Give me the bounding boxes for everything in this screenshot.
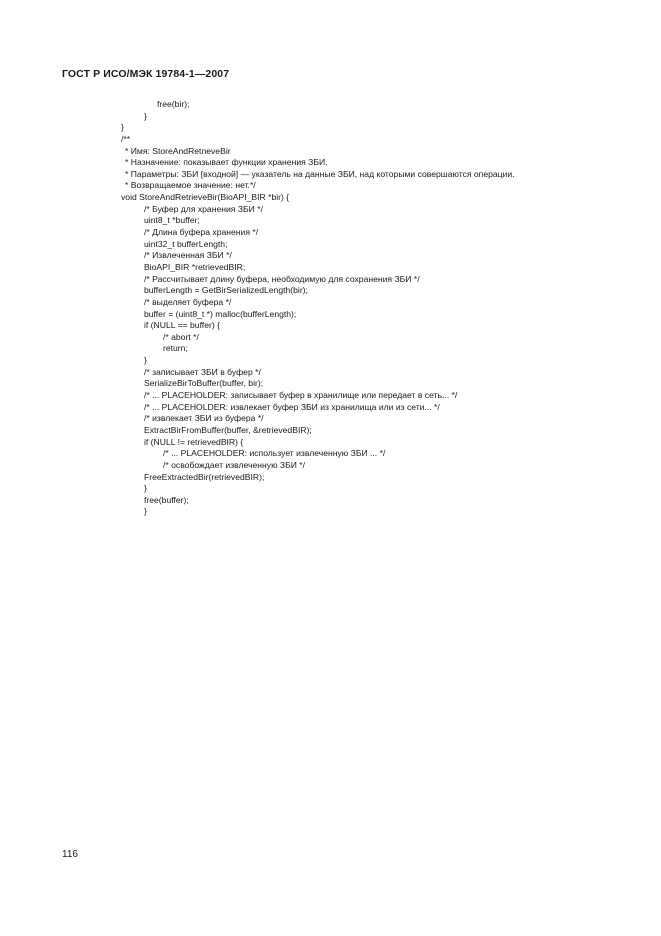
code-line: bufferLength = GetBirSerializedLength(bir); (144, 285, 308, 296)
code-line: /* Рассчитывает длину буфера, необходимую для сохранения ЗБИ */ (144, 273, 420, 284)
document-header: ГОСТ Р ИСО/МЭК 19784-1—2007 (62, 68, 230, 80)
code-line: /* выделяет буфера */ (144, 296, 232, 307)
code-line: } (144, 110, 147, 121)
code-line: if (NULL == buffer) { (144, 320, 220, 331)
code-line: /* ... PLACEHOLDER: извлекает буфер ЗБИ из хранилища или из сети... */ (144, 401, 440, 412)
code-line: return; (163, 343, 188, 354)
code-line: /* извлекает ЗБИ из буфера */ (144, 413, 264, 424)
code-line: } (144, 506, 147, 517)
code-listing (121, 99, 621, 518)
page-number: 116 (62, 849, 78, 860)
code-line: /** (121, 133, 131, 144)
code-line: /* abort */ (163, 331, 199, 342)
code-line: uint8_t *buffer; (144, 215, 200, 226)
code-line: /* Длина буфера хранения */ (144, 227, 259, 238)
code-line: buffer = (uint8_t *) malloc(bufferLength); (144, 308, 297, 319)
code-line: if (NULL != retrievedBIR) { (144, 436, 244, 447)
code-line: uint32_t bufferLength; (144, 238, 228, 249)
code-line: } (144, 355, 147, 366)
code-line: * Назначение: показывает функции хранения ЗБИ. (125, 157, 328, 168)
code-line: BioAPI_BIR *retrievedBIR; (144, 261, 246, 272)
code-line: /* ... PLACEHOLDER: записывает буфер в хранилище или передает в сеть... */ (144, 390, 458, 401)
code-line: /* освобождает извлеченную ЗБИ */ (163, 459, 306, 470)
code-line: * Параметры: ЗБИ [входной] — указатель на данные ЗБИ, над которыми совершаются операции. (125, 168, 515, 179)
code-line: } (144, 483, 147, 494)
code-line: } (121, 122, 124, 133)
code-line: /* записывает ЗБИ в буфер */ (144, 366, 261, 377)
code-line: void StoreAndRetrieveBir(BioAPI_BIR *bir) { (121, 192, 290, 203)
code-line: SerializeBirToBuffer(buffer, bir); (144, 378, 264, 389)
code-line: * Возвращаемое значение: нет.*/ (125, 180, 256, 191)
code-line: free(buffer); (144, 494, 189, 505)
code-line: FreeExtractedBir(retrievedBIR); (144, 471, 265, 482)
code-line: * Имя: StoreAndRetneveBir (125, 145, 231, 156)
code-line: /* Извлеченная ЗБИ */ (144, 250, 232, 261)
code-line: ExtractBirFromBuffer(buffer, &retrievedBIR); (144, 424, 312, 435)
code-line: /* Буфер для хранения ЗБИ */ (144, 203, 263, 214)
code-line: free(bir); (157, 99, 190, 109)
code-line: /* ... PLACEHOLDER: использует извлеченную ЗБИ ... */ (163, 448, 386, 459)
